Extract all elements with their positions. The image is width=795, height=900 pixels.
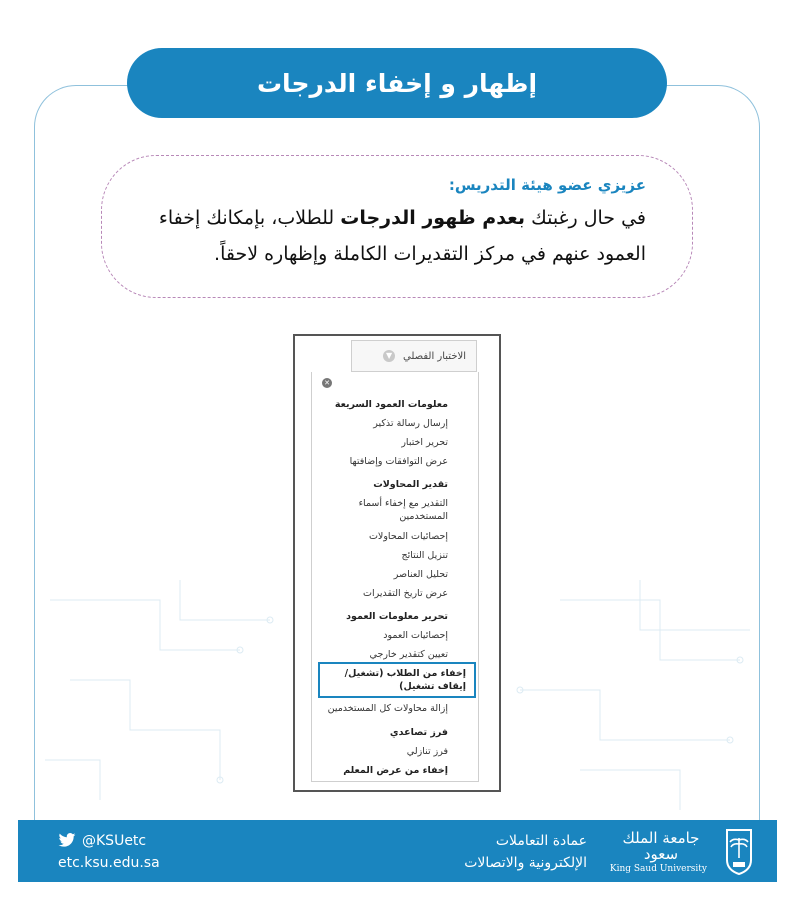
palm-emblem-icon (719, 826, 759, 876)
menu-item-send-reminder[interactable]: إرسال رسالة تذكير (373, 418, 448, 429)
twitter-icon (58, 833, 76, 847)
menu-item-grade-attempts[interactable]: تقدير المحاولات (373, 479, 448, 490)
menu-item-column-statistics[interactable]: إحصائيات العمود (383, 630, 448, 641)
twitter-handle: @KSUetc (82, 833, 147, 849)
intro-text (148, 200, 646, 272)
menu-item-view-accommodations[interactable]: عرض التوافقات وإضافتها (349, 456, 448, 467)
intro-text-part2: للطلاب، بإمكانك إخفاء العمود عنهم في مركز التقديرات الكاملة وإظهاره لاحقاً. (158, 207, 646, 265)
menu-item-edit-test[interactable]: تحرير اختبار (401, 437, 448, 448)
context-menu (311, 372, 479, 782)
menu-item-hide-from-instructor[interactable]: إخفاء من عرض المعلم (343, 765, 448, 776)
intro-text-part1: في حال رغبتك (525, 207, 646, 229)
menu-item-grade-history[interactable]: عرض تاريخ التقديرات (363, 588, 448, 599)
menu-item-attempt-statistics[interactable]: إحصائيات المحاولات (368, 531, 448, 542)
footer (18, 820, 777, 882)
column-header-label: الاختبار الفصلي (403, 350, 466, 362)
twitter-link[interactable] (58, 830, 160, 852)
menu-item-grade-anonymously[interactable]: التقدير مع إخفاء أسماء المستخدمين (358, 498, 448, 522)
menu-item-set-external-grade[interactable]: تعيين كتقدير خارجي (369, 649, 448, 660)
menu-item-quick-column-info[interactable]: معلومات العمود السريعة (334, 399, 448, 410)
chevron-down-icon[interactable]: ▼ (383, 350, 395, 362)
intro-text-bold: بعدم ظهور الدرجات (340, 207, 526, 229)
university-name-ar: جامعة الملك سعود (622, 829, 700, 863)
grade-center-menu-screenshot (293, 334, 501, 792)
intro-box (101, 155, 693, 298)
deanship-line1: عمادة التعاملات (495, 833, 587, 849)
menu-item-sort-descending[interactable]: فرز تنازلي (406, 746, 448, 757)
menu-item-clear-all-attempts[interactable]: إزالة محاولات كل المستخدمين (327, 703, 448, 714)
ksu-logo (599, 826, 759, 876)
deanship-line2: الإلكترونية والاتصالات (464, 855, 587, 871)
close-icon[interactable]: ✕ (322, 378, 332, 388)
page-title: إظهار و إخفاء الدرجات (127, 48, 667, 118)
menu-item-download-results[interactable]: تنزيل النتائج (401, 550, 448, 561)
university-name-en: King Saud University (609, 864, 707, 874)
social-links (58, 830, 160, 874)
deanship-name (464, 830, 587, 874)
column-header[interactable] (351, 340, 477, 372)
menu-item-edit-column-info[interactable]: تحرير معلومات العمود (346, 611, 448, 622)
greeting: عزيزي عضو هيئة التدريس: (448, 176, 646, 194)
website-link[interactable]: etc.ksu.edu.sa (58, 855, 160, 871)
menu-item-hide-from-students[interactable]: إخفاء من الطلاب (تشغيل/ إيقاف تشغيل) (318, 662, 476, 698)
menu-item-sort-ascending[interactable]: فرز تصاعدي (389, 727, 448, 738)
menu-item-item-analysis[interactable]: تحليل العناصر (393, 569, 448, 580)
